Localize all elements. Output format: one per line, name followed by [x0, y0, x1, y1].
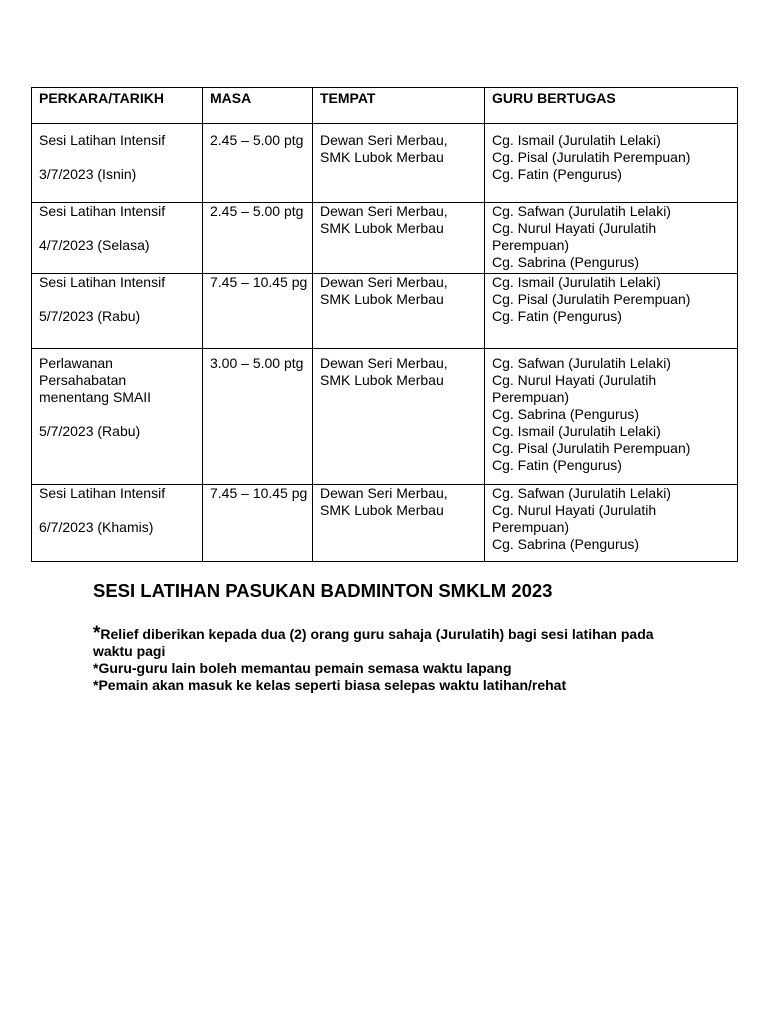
teacher-entry: Cg. Safwan (Jurulatih Lelaki) — [492, 485, 671, 501]
place-cell: Dewan Seri Merbau, SMK Lubok Merbau — [313, 349, 485, 485]
header-tempat: TEMPAT — [313, 88, 485, 124]
schedule-table — [31, 87, 738, 562]
teacher-entry: Cg. Ismail (Jurulatih Lelaki) — [492, 274, 661, 290]
teacher-entry: Cg. Pisal (Jurulatih Perempuan) — [492, 291, 691, 307]
activity-cell — [32, 203, 203, 274]
activity-label: Sesi Latihan Intensif — [39, 132, 166, 148]
teachers-cell — [485, 124, 738, 203]
time-cell: 3.00 – 5.00 ptg — [203, 349, 313, 485]
place-cell: Dewan Seri Merbau, SMK Lubok Merbau — [313, 203, 485, 274]
teachers-cell — [485, 349, 738, 485]
note-item — [93, 625, 693, 660]
activity-cell — [32, 124, 203, 203]
table-row — [32, 485, 738, 562]
table-row — [32, 274, 738, 349]
header-masa: MASA — [203, 88, 313, 124]
place-cell: Dewan Seri Merbau, SMK Lubok Merbau — [313, 124, 485, 203]
header-guru-bertugas: GURU BERTUGAS — [485, 88, 738, 124]
activity-date: 5/7/2023 (Rabu) — [39, 308, 141, 324]
teachers-cell — [485, 203, 738, 274]
note-item: *Guru-guru lain boleh memantau pemain semasa waktu lapang — [93, 660, 512, 676]
table-header-row — [32, 88, 738, 124]
time-cell: 2.45 – 5.00 ptg — [203, 124, 313, 203]
activity-label: Sesi Latihan Intensif — [39, 203, 166, 219]
teacher-entry: Cg. Nurul Hayati (Jurulatih Perempuan) — [492, 372, 657, 405]
teacher-entry: Cg. Ismail (Jurulatih Lelaki) — [492, 423, 661, 439]
note-text: Relief diberikan kepada dua (2) orang guru sahaja (Jurulatih) bagi sesi latihan pada waktu pagi — [93, 626, 654, 659]
place-cell: Dewan Seri Merbau, SMK Lubok Merbau — [313, 485, 485, 562]
teacher-entry: Cg. Safwan (Jurulatih Lelaki) — [492, 355, 671, 371]
document-title: SESI LATIHAN PASUKAN BADMINTON SMKLM 2023 — [93, 580, 553, 601]
table-row — [32, 349, 738, 485]
teachers-cell — [485, 485, 738, 562]
teacher-entry: Cg. Pisal (Jurulatih Perempuan) — [492, 440, 691, 456]
activity-label: Perlawanan Persahabatan menentang SMAII — [39, 355, 152, 405]
teacher-entry: Cg. Fatin (Pengurus) — [492, 308, 622, 324]
teacher-entry: Cg. Safwan (Jurulatih Lelaki) — [492, 203, 671, 219]
activity-label: Sesi Latihan Intensif — [39, 485, 166, 501]
teacher-entry: Cg. Pisal (Jurulatih Perempuan) — [492, 149, 691, 165]
table-row — [32, 203, 738, 274]
teacher-entry: Cg. Nurul Hayati (Jurulatih Perempuan) — [492, 220, 657, 253]
teacher-entry: Cg. Fatin (Pengurus) — [492, 457, 622, 473]
activity-cell — [32, 349, 203, 485]
teacher-entry: Cg. Sabrina (Pengurus) — [492, 406, 640, 422]
header-perkara-tarikh: PERKARA/TARIKH — [32, 88, 203, 124]
time-cell: 7.45 – 10.45 pg — [203, 274, 313, 349]
teacher-entry: Cg. Fatin (Pengurus) — [492, 166, 622, 182]
time-cell: 2.45 – 5.00 ptg — [203, 203, 313, 274]
activity-label: Sesi Latihan Intensif — [39, 274, 166, 290]
time-cell: 7.45 – 10.45 pg — [203, 485, 313, 562]
activity-date: 6/7/2023 (Khamis) — [39, 519, 154, 535]
activity-cell — [32, 274, 203, 349]
activity-date: 4/7/2023 (Selasa) — [39, 237, 150, 253]
teacher-entry: Cg. Nurul Hayati (Jurulatih Perempuan) — [492, 502, 657, 535]
activity-date: 5/7/2023 (Rabu) — [39, 423, 141, 439]
teacher-entry: Cg. Sabrina (Pengurus) — [492, 536, 640, 552]
note-item: *Pemain akan masuk ke kelas seperti biasa selepas waktu latihan/rehat — [93, 677, 567, 693]
note-asterisk: * — [93, 623, 101, 644]
activity-date: 3/7/2023 (Isnin) — [39, 166, 137, 182]
teachers-cell — [485, 274, 738, 349]
place-cell: Dewan Seri Merbau, SMK Lubok Merbau — [313, 274, 485, 349]
table-row — [32, 124, 738, 203]
teacher-entry: Cg. Ismail (Jurulatih Lelaki) — [492, 132, 661, 148]
notes-section — [93, 625, 693, 694]
teacher-entry: Cg. Sabrina (Pengurus) — [492, 254, 640, 270]
activity-cell — [32, 485, 203, 562]
